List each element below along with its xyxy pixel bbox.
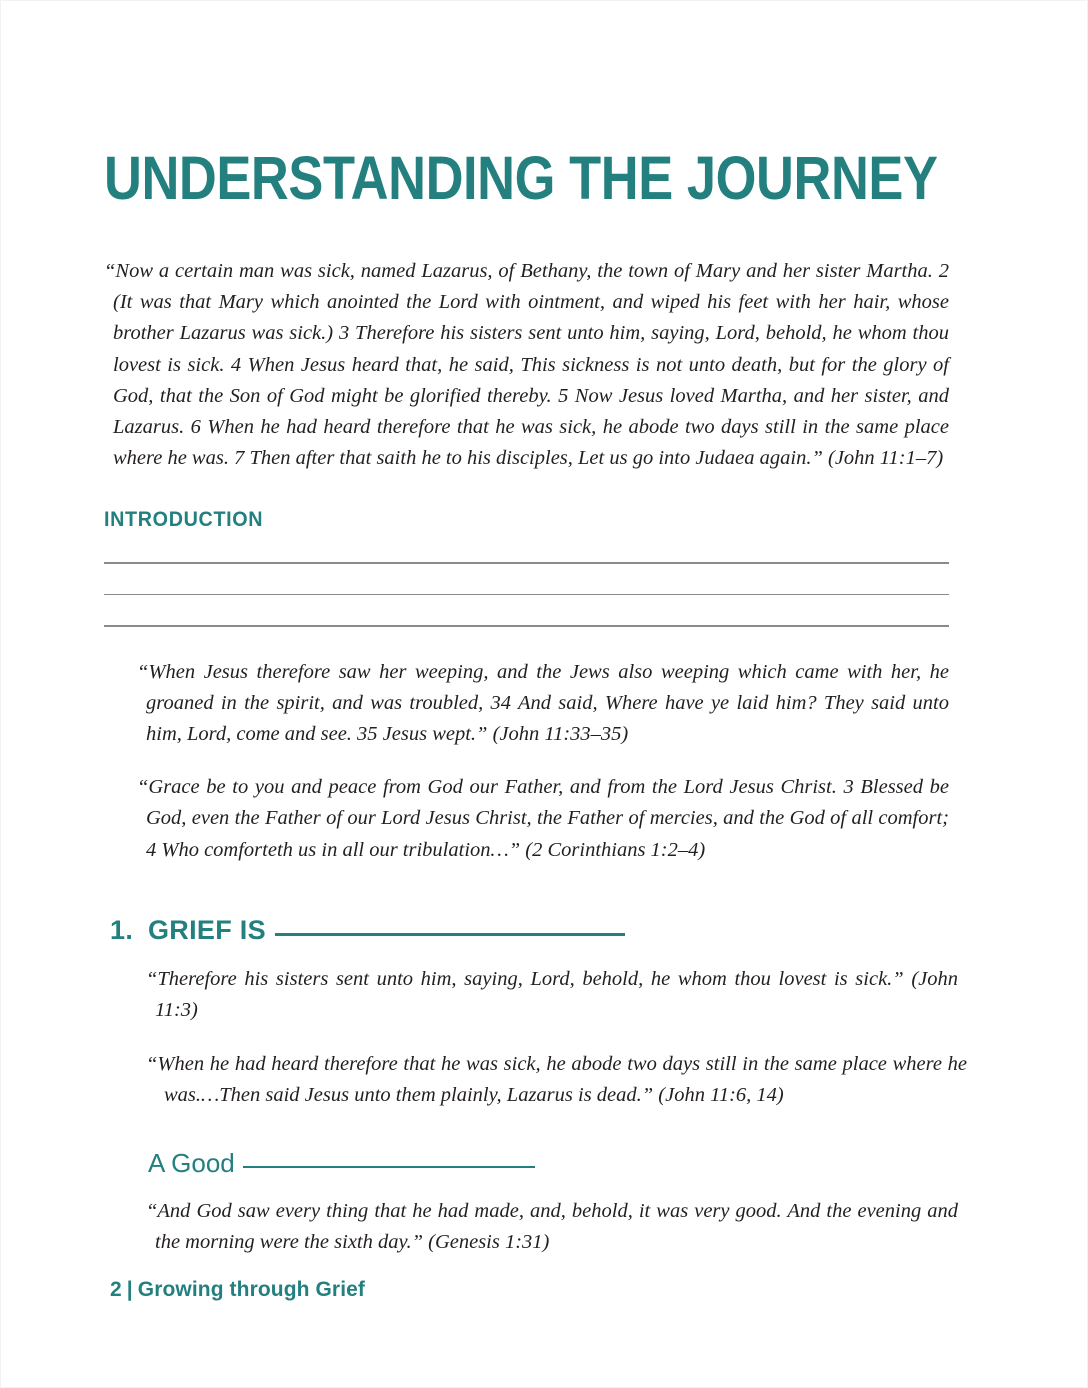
scripture-quote-john-6-14: “When he had heard therefore that he was sick, he abode two days still in the same place where he was.…Then said Jesus unto them plainly, Lazarus is dead.” (John 11:6, 14) — [146, 1053, 967, 1107]
scripture-quote-opening: “Now a certain man was sick, named Lazarus, of Bethany, the town of Mary and her sister Martha. 2 (It was that Mary which anointed the Lord with ointment, and wiped his feet with her hair, whose brother Lazarus was sick.) 3 Therefore his sisters sent unto him, saying, Lord, behold, he whom thou lovest is sick. 4 When Jesus heard that, he said, This sickness is not unto death, but for the glory of God, that the Son of God might be glorified thereby. 5 Now Jesus loved Martha, and her sister, and Lazarus. 6 When he had heard therefore that he was sick, he abode two days still in the same place where he was. 7 Then after that saith he to his disciples, Let us go into Judaea again.” (John 11:1–7) — [104, 260, 949, 470]
section-heading-introduction: INTRODUCTION — [104, 508, 264, 532]
page-content — [104, 0, 967, 1258]
fill-in-blank-line-section-1[interactable] — [275, 933, 625, 936]
section-heading-1 — [104, 915, 949, 946]
writing-line[interactable] — [104, 562, 949, 563]
scripture-quote-2-corinthians: “Grace be to you and peace from God our Father, and from the Lord Jesus Christ. 3 Blessed be God, even the Father of our Lord Jesus Christ, the Father of mercies, and the God of all comfort; 4 Who comforteth us in all our tribulation…” (2 Corinthians 1:2–4) — [137, 776, 949, 861]
footer-page-number: 2 — [110, 1278, 122, 1301]
writing-line[interactable] — [104, 594, 949, 595]
fill-in-blank-line-subsection[interactable] — [243, 1166, 535, 1168]
footer-separator: | — [126, 1278, 133, 1301]
section-title-text: GRIEF IS — [148, 914, 266, 945]
section-number: 1. — [110, 914, 134, 945]
scripture-quote-genesis: “And God saw every thing that he had made, and, behold, it was very good. And the evening and the morning were the sixth day.” (Genesis 1:31) — [146, 1199, 958, 1253]
writing-line[interactable] — [104, 625, 949, 626]
subsection-heading-a-good — [148, 1148, 949, 1179]
scripture-quote-john-33-35: “When Jesus therefore saw her weeping, and the Jews also weeping which came with her, he groaned in the spirit, and was troubled, 34 And said, Where have ye laid him? They said unto him, Lord, come and see. 35 Jesus wept.” (John 11:33–35) — [137, 660, 949, 745]
scripture-quote-john-3: “Therefore his sisters sent unto him, saying, Lord, behold, he whom thou lovest is sick.” (John 11:3) — [146, 967, 958, 1022]
page-footer — [110, 1278, 365, 1302]
footer-book-title: Growing through Grief — [137, 1278, 366, 1301]
note-writing-lines — [104, 562, 949, 626]
subsection-title-text: A Good — [148, 1147, 235, 1178]
page-title: UNDERSTANDING THE JOURNEY — [104, 144, 938, 212]
